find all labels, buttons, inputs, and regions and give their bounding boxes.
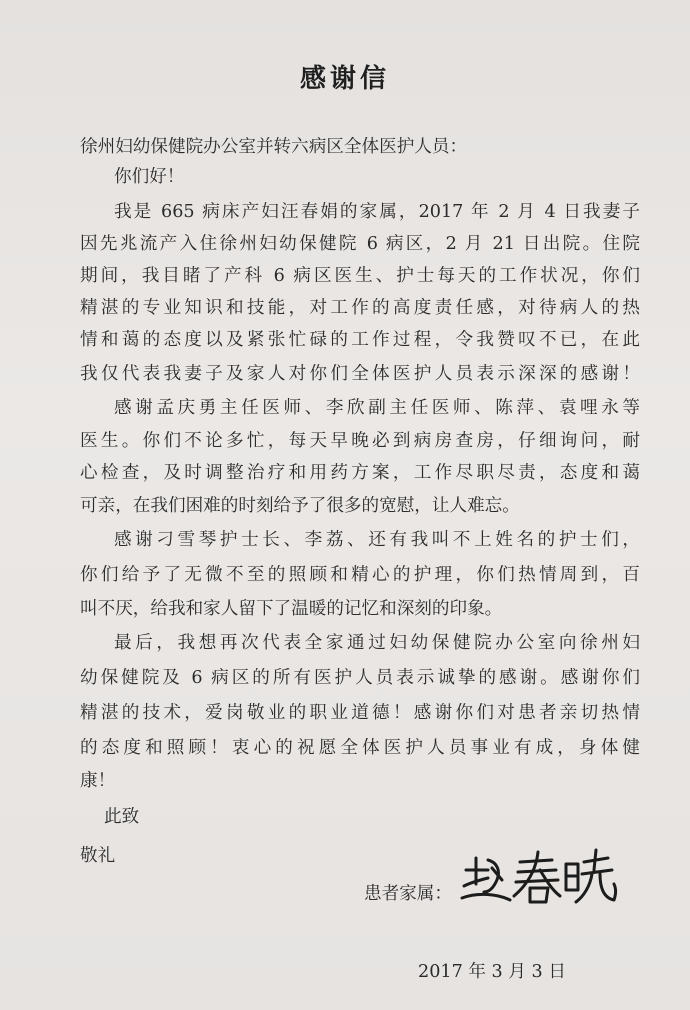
paragraph-3-line: 你们给予了无微不至的照顾和精心的护理，你们热情周到，百 — [80, 565, 640, 585]
paragraph-3-line: 叫不厌，给我和家人留下了温暖的记忆和深刻的印象。 — [80, 599, 503, 619]
paragraph-1-line: 期间，我目睹了产科 6 病区医生、护士每天的工作状况，你们 — [80, 266, 640, 286]
closing-jingli: 敬礼 — [80, 846, 116, 866]
closing-cizhi: 此致 — [104, 807, 140, 827]
paragraph-4-line: 的态度和照顾！衷心的祝愿全体医护人员事业有成，身体健 — [80, 738, 640, 758]
handwritten-signature — [458, 840, 618, 910]
paragraph-1-line: 情和蔼的态度以及紧张忙碌的工作过程，令我赞叹不已，在此 — [80, 330, 640, 350]
paragraph-3-line: 感谢刁雪琴护士长、李荔、还有我叫不上姓名的护士们， — [114, 530, 640, 550]
letter-date: 2017 年 3 月 3 日 — [418, 962, 566, 982]
paragraph-2-line: 可亲，在我们困难的时刻给予了很多的宽慰，让人难忘。 — [80, 496, 520, 516]
letter-title: 感谢信 — [299, 64, 390, 94]
paragraph-1-line: 因先兆流产入住徐州妇幼保健院 6 病区，2 月 21 日出院。住院 — [80, 234, 640, 254]
paragraph-1-line: 我仅代表我妻子及家人对你们全体医护人员表示深深的感谢！ — [80, 364, 640, 384]
paragraph-1-line: 我是 665 病床产妇汪春娟的家属，2017 年 2 月 4 日我妻子 — [114, 202, 640, 222]
salutation: 徐州妇幼保健院办公室并转六病区全体医护人员： — [80, 137, 468, 157]
paragraph-2-line: 感谢孟庆勇主任医师、李欣副主任医师、陈萍、袁哩永等 — [114, 398, 640, 418]
paragraph-4-line: 精湛的技术，爱岗敬业的职业道德！感谢你们对患者亲切热情 — [80, 703, 640, 723]
signature-label: 患者家属： — [364, 884, 452, 904]
greeting: 你们好！ — [114, 167, 185, 187]
paragraph-1-line: 精湛的专业知识和技能，对工作的高度责任感，对待病人的热 — [80, 298, 640, 318]
paragraph-4-line: 康！ — [80, 771, 116, 791]
paragraph-4-line: 幼保健院及 6 病区的所有医护人员表示诚挚的感谢。感谢你们 — [80, 668, 640, 688]
paragraph-4-line: 最后，我想再次代表全家通过妇幼保健院办公室向徐州妇 — [114, 633, 640, 653]
paragraph-2-line: 医生。你们不论多忙，每天早晚必到病房查房，仔细询问，耐 — [80, 431, 640, 451]
paragraph-2-line: 心检查，及时调整治疗和用药方案，工作尽职尽责，态度和蔼 — [80, 463, 640, 483]
